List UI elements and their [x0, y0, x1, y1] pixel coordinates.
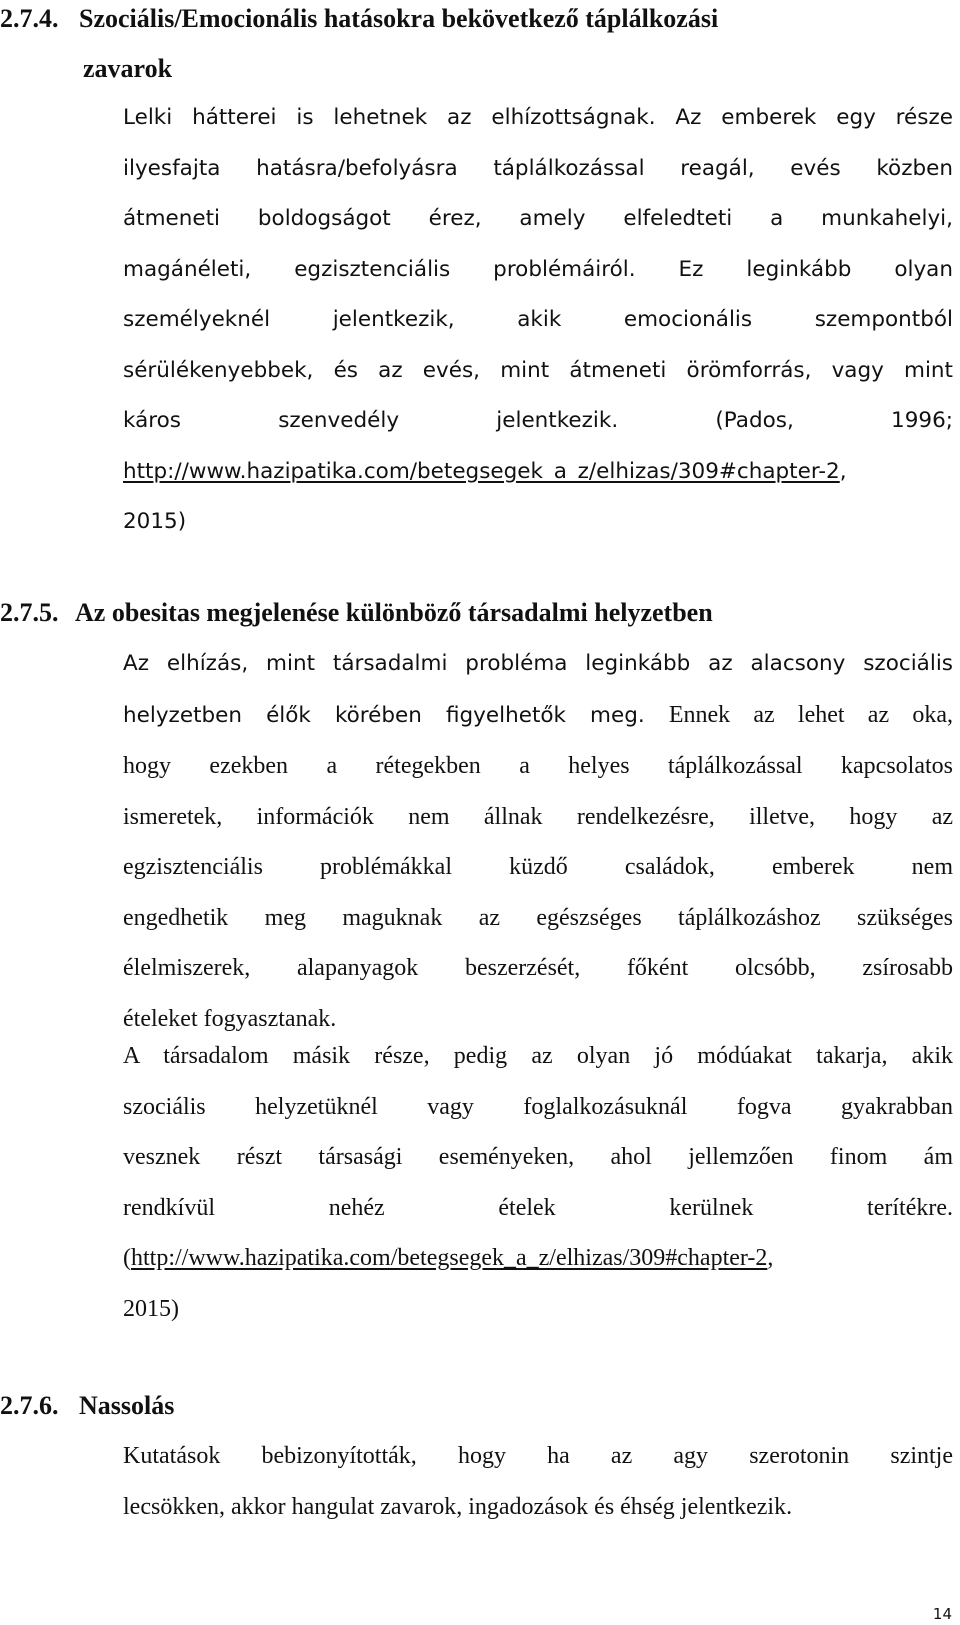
citation-link[interactable]: http://www.hazipatika.com/betegsegek_a_z/elhizas/309#chapter-2 — [123, 458, 840, 484]
citation-link[interactable]: http://www.hazipatika.com/betegsegek_a_z/elhizas/309#chapter-2 — [131, 1245, 768, 1271]
section-title-line2: zavarok — [83, 54, 173, 83]
paragraph-line: ismeretek, információk nem állnak rendelkezésre, illetve, hogy az — [123, 803, 953, 830]
paragraph-line: személyeknél jelentkezik, akik emocionális szempontból — [123, 307, 953, 332]
paragraph-line: Kutatások bebizonyították, hogy ha az agy szerotonin szintje — [123, 1443, 953, 1469]
paragraph-line: vesznek részt társasági eseményeken, ahol jellemzően finom ám — [123, 1144, 953, 1170]
paragraph-line: engedhetik meg maguknak az egészséges táplálkozáshoz szükséges — [123, 904, 953, 931]
section-2-7-5-paragraph-2 — [123, 1031, 953, 1334]
citation-line — [123, 447, 953, 498]
paragraph-line: káros szenvedély jelentkezik. (Pados, 1996; — [123, 408, 953, 433]
citation-year: 2015) — [123, 509, 187, 534]
paragraph-line: ételeket fogyasztanak. — [123, 1005, 337, 1032]
link-suffix: , — [767, 1245, 774, 1271]
section-number: 2.7.5. — [0, 598, 59, 627]
link-suffix: , — [839, 458, 847, 484]
section-title: Nassolás — [79, 1391, 175, 1420]
link-prefix: ( — [123, 1245, 131, 1271]
section-heading-2-7-4 — [0, 0, 920, 94]
section-number: 2.7.4. — [0, 4, 59, 33]
paragraph-line: magánéleti, egzisztenciális problémáiról. Ez leginkább olyan — [123, 256, 953, 282]
paragraph-line: ilyesfajta hatásra/befolyásra táplálkozással reagál, evés közben — [123, 155, 953, 181]
paragraph-line: egzisztenciális problémákkal küzdő családok, emberek nem — [123, 854, 953, 880]
paragraph-line: szociális helyzetüknél vagy foglalkozásuknál fogva gyakrabban — [123, 1093, 953, 1120]
paragraph-line: A társadalom másik része, pedig az olyan jó módúakat takarja, akik — [123, 1043, 953, 1069]
paragraph-line: Az elhízás, mint társadalmi probléma leginkább az alacsony szociális — [123, 651, 953, 676]
citation-year: 2015) — [123, 1295, 179, 1322]
paragraph-line: Lelki hátterei is lehetnek az elhízottságnak. Az emberek egy része — [123, 105, 953, 130]
section-title: Az obesitas megjelenése különböző társadalmi helyzetben — [75, 598, 713, 627]
paragraph-line: átmeneti boldogságot érez, amely elfeledteti a munkahelyi, — [123, 206, 953, 231]
section-2-7-5-paragraph-1 — [123, 639, 953, 1044]
paragraph-line — [123, 690, 953, 742]
paragraph-line: lecsökken, akkor hangulat zavarok, ingadozások és éhség jelentkezik. — [123, 1493, 793, 1520]
paragraph-line: rendkívül nehéz ételek kerülnek terítékre. — [123, 1194, 953, 1221]
section-heading-2-7-6 — [0, 1381, 920, 1431]
section-heading-2-7-5 — [0, 588, 920, 638]
section-2-7-4-paragraph — [123, 93, 953, 548]
sentence-part: Ennek az lehet az oka, — [668, 701, 954, 728]
page-number: 14 — [932, 1605, 952, 1623]
section-number: 2.7.6. — [0, 1391, 59, 1420]
paragraph-line: élelmiszerek, alapanyagok beszerzését, főként olcsóbb, zsírosabb — [123, 955, 953, 981]
paragraph-line: sérülékenyebbek, és az evés, mint átmeneti örömforrás, vagy mint — [123, 357, 953, 383]
section-2-7-6-paragraph — [123, 1431, 953, 1532]
section-title-line1: Szociális/Emocionális hatásokra bekövetkező táplálkozási — [79, 4, 719, 33]
citation-line — [123, 1233, 953, 1284]
sentence-part: helyzetben élők körében figyelhetők meg. — [123, 702, 645, 728]
paragraph-line: hogy ezekben a rétegekben a helyes táplálkozással kapcsolatos — [123, 753, 953, 779]
